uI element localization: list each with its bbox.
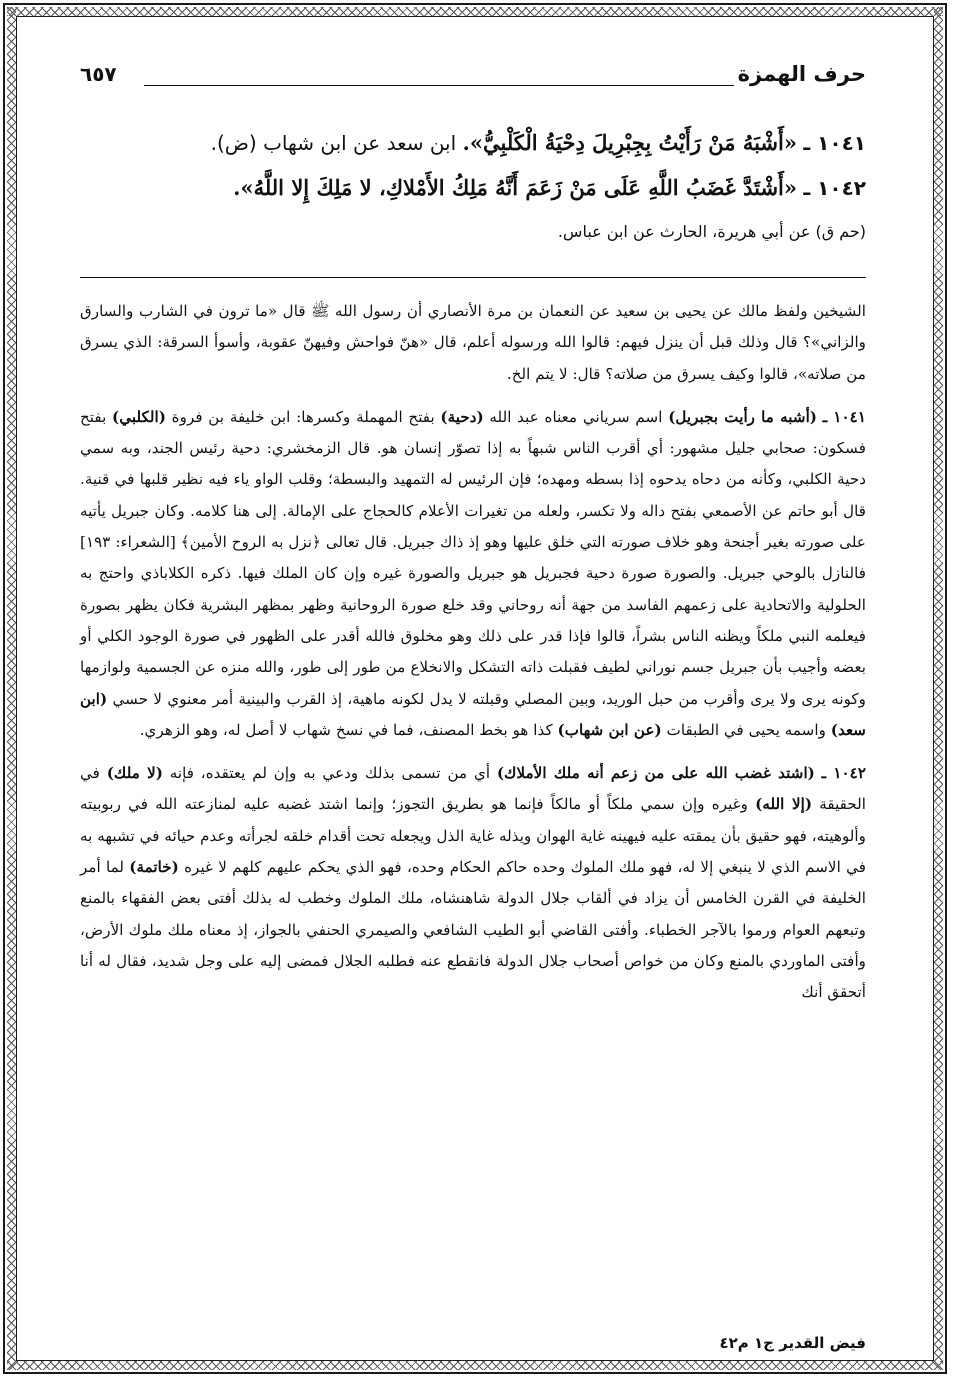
- hadith-number: ١٠٤١ ـ: [803, 131, 866, 155]
- ornament-band-top: [7, 7, 943, 16]
- commentary-term: (لا ملك): [106, 764, 163, 783]
- commentary-paragraph-1042: [80, 758, 866, 1008]
- separator-rule: [80, 277, 866, 278]
- commentary-term: (عن ابن شهاب): [557, 720, 662, 739]
- commentary-text: بفتح فسكون: صحابي جليل مشهور: أي أقرب الناس شبهاً به إذا تصوّر إنسان هو. قال الزمخشري: دحية رئيس الجند، وبه سمي دحية الكلبي، وكأنه من دحاه يدحوه إذا بسطه ومهده؛ فإن الرئيس له التمهيد والبسطة؛ وقلب الواو ياء فيه نظير قلبها في قنية. قال أبو حاتم عن الأصمعي بفتح داله ولا تكسر، ولعله من تغيرات الأعلام كالحجاج على الإمالة. إلى هنا كلامه. وكان جبريل يأتيه على صورته بغير أجنحة وهو خلاف صورته التي خلق عليها وهو إذ ذاك جبريل. قال تعالى ﴿نزل به الروح الأمين﴾ [الشعراء: ١٩٣] فالنازل بالوحي جبريل. والصورة صورة دحية فجبريل هو جبريل والصورة غيره وإن كان الملك فيها. ذكره الكلاباذي واحتج به الحلولية والاتحادية على زعمهم الفاسد من جهة أنه روحاني وقد خلع صورة الروحانية وظهر بمظهر البشرية فكان يظهر بصورة فيعلمه النبي ملكاً ويظنه الناس بشراً، قالوا فإذا قدر على ذلك وهو مخلوق فالله أقدر على الظهور في صورة الوجود الكلي أو بعضه وأجيب بأن جبريل جسم نوراني لطيف فقبلت ذاته التشكل والانخلاع من طور إلى طور، والله منزه عن الجسمية ولوازمها وكونه يرى ولا يرى وأقرب من حبل الوريد، وبين المصلي وقبلته لا يدل لكونه ماهية، إذ القرب والبينية أمر معنوي لا حسي: [80, 407, 866, 708]
- hadith-1042-source: (حم ق) عن أبي هريرة، الحارث عن ابن عباس.: [557, 222, 866, 242]
- commentary-text: لما أمر الخليفة في القرن الخامس أن يزاد في ألقاب جلال الدولة شاهنشاه، ملك الملوك وخطب له بذلك أفتى بعض الفقهاء بالمنع وتبعهم العوام ورموا بالآجر الخطباء. وأفتى القاضي أبو الطيب الشافعي والصيمري الحنفي بالجواز، إذ معناه ملك ملوك الأرض، وأفتى الماوردي بالمنع وكان من خواص أصحاب جلال الدولة فانقطع عنه فطلبه الجلال فمضى إليه على وجل شديد، فقال له أنا أتحقق أنك: [80, 858, 866, 1002]
- commentary-paragraph-continuation: الشيخين ولفظ مالك عن يحيى بن سعيد عن النعمان بن مرة الأنصاري أن رسول الله ﷺ قال «ما ترون في الشارب والسارق والزاني»؟ قال وذلك قبل أن ينزل فيهم: قالوا الله ورسوله أعلم، قال «هنّ فواحش وفيهنّ عقوبة، وأسوأ السرقة: الذي يسرق من صلاته»، قالوا وكيف يسرق من صلاته؟ قال: لا يتم الخ.: [80, 302, 867, 383]
- section-title: حرف الهمزة: [737, 62, 866, 86]
- hadith-1041: [80, 130, 866, 155]
- commentary-term: (الكلبي): [112, 407, 166, 426]
- commentary-term: (خاتمة): [129, 858, 179, 877]
- ornament-band-bottom: [7, 1361, 943, 1370]
- commentary-text: في الحقيقة: [80, 764, 866, 814]
- commentary-term: (دحية): [440, 407, 484, 426]
- page-number: ٦٥٧: [80, 62, 117, 86]
- hadith-text: «أَشْبَهُ مَنْ رَأَيْتُ بِجِبْرِيلَ دِحْيَةُ الْكَلْبِيُّ».: [462, 130, 797, 155]
- commentary-text: واسمه يحيى في الطبقات: [661, 720, 831, 739]
- hadith-source: ابن سعد عن ابن شهاب (ض).: [210, 131, 457, 155]
- hadith-1042: [80, 175, 866, 200]
- commentary: [80, 296, 866, 1009]
- commentary-number: ١٠٤٢ ـ: [821, 764, 866, 783]
- signature-footer: فيض القدير ج١ م٤٢: [719, 1334, 866, 1352]
- ornament-band-right: [934, 7, 943, 1370]
- commentary-text: كذا هو بخط المصنف، فما في نسخ شهاب لا أصل له، وهو الزهري.: [139, 720, 558, 739]
- commentary-term: (إلا الله): [755, 795, 813, 814]
- commentary-heading: (اشتد غضب الله على من زعم أنه ملك الأملاك): [496, 764, 815, 783]
- hadith-text: «أَشْتَدَّ غَضَبُ اللَّهِ عَلَى مَنْ زَعَمَ أَنَّهُ مَلِكُ الأَمْلاكِ، لا مَلِكَ إِلا اللَّهُ».: [233, 175, 797, 201]
- commentary-text: بفتح المهملة وكسرها: ابن خليفة بن فروة: [165, 407, 441, 426]
- ornament-band-left: [7, 7, 16, 1370]
- running-header: [80, 62, 866, 96]
- commentary-term: (ابن سعد): [80, 689, 866, 739]
- commentary-text: أي من تسمى بذلك ودعي به وإن لم يعتقده، فإنه: [162, 764, 497, 783]
- commentary-heading: (أشبه ما رأيت بجبريل): [668, 407, 817, 426]
- hadith-number: ١٠٤٢ ـ: [803, 176, 866, 201]
- commentary-text: وغيره وإن سمي ملكاً أو مالكاً فإنما هو بطريق التجوز؛ وإنما اشتد غضبه عليه لمنازعته الله في ربوبيته وألوهيته، فهو حقيق بأن يمقته عليه فيهينه غاية الهوان ويذله غاية الذل ويجعله تحت أقدام خلقه لجرأته وعدم حيائه في تشبهه به في الاسم الذي لا ينبغي إلا له، فهو ملك الملوك وحده حاكم الحكام وحده، فهو الذي يحكم عليهم كلهم لا غيره: [80, 795, 866, 877]
- commentary-text: اسم سرياني معناه عبد الله: [483, 407, 669, 426]
- hadith-block: [80, 122, 866, 242]
- header-rule: [144, 85, 734, 86]
- commentary-number: ١٠٤١ ـ: [822, 407, 866, 426]
- commentary-paragraph-1041: [80, 402, 866, 746]
